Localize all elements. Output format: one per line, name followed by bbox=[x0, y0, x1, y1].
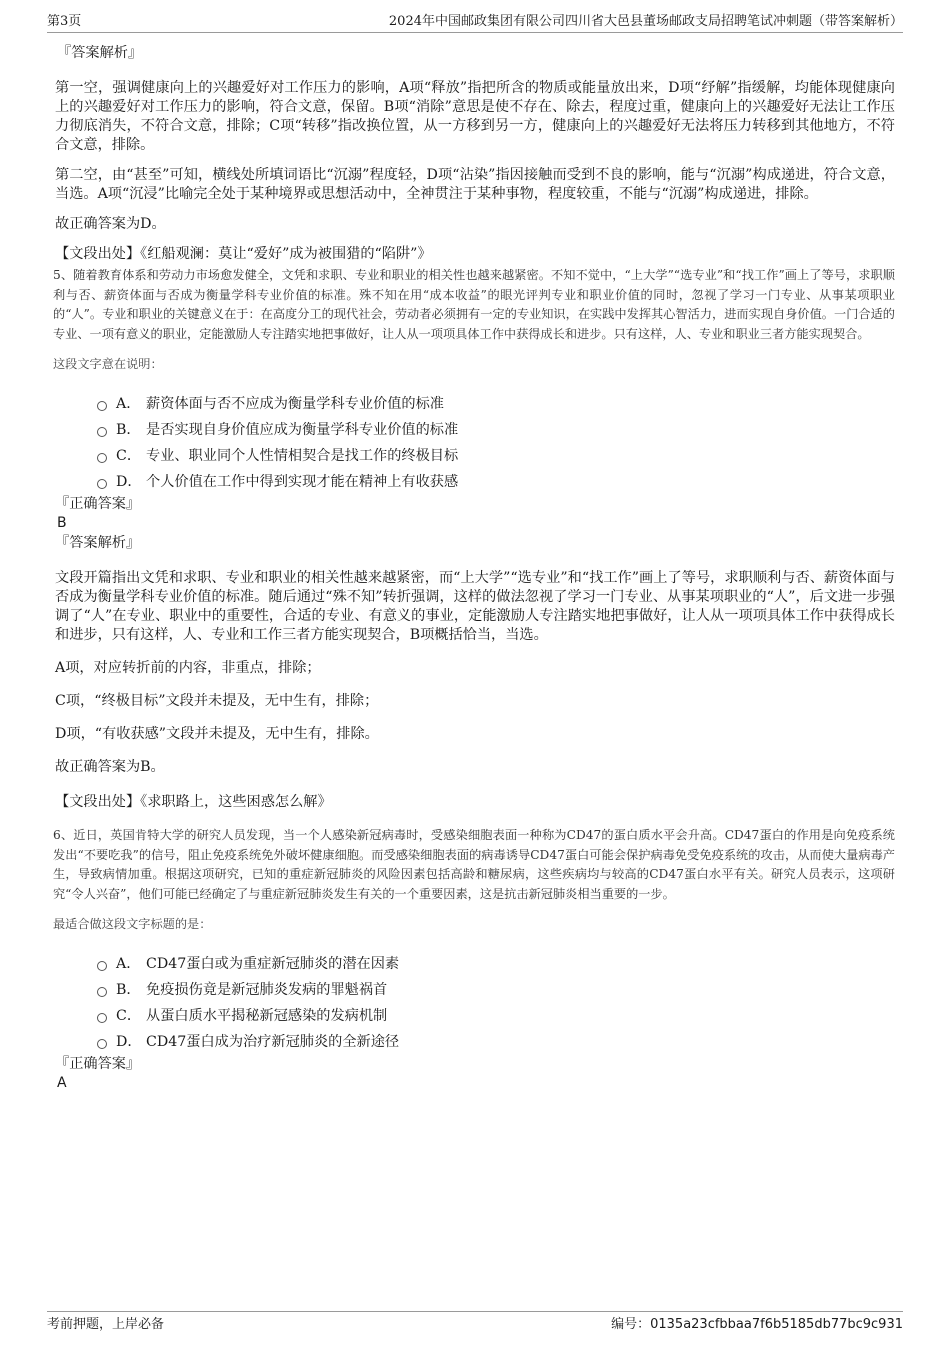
analysis-note-c: C项，“终极目标”文段并未提及，无中生有，排除； bbox=[55, 693, 379, 709]
footer-slogan: 考前押题，上岸必备 bbox=[47, 1317, 165, 1332]
analysis-paragraph: 第一空，强调健康向上的兴趣爱好对工作压力的影响，A项“释放”指把所含的物质或能量放出来，D项“纾解”指缓解，均能体现健康向上的兴趣爱好对工作压力的影响，符合文意，保留。B项“消除”意思是使不存在、除去，程度过重，健康向上的兴趣爱好无法让工作压力彻底消失，不符合文意，排除；C项“转移”指改换位置，从一方移到另一方，健康向上的兴趣爱好无法将压力转移到其他地方，不符合文意，排除。 bbox=[55, 80, 895, 153]
radio-icon[interactable] bbox=[97, 427, 107, 437]
option-b[interactable]: B． 免疫损伤竟是新冠肺炎发病的罪魁祸首 bbox=[97, 977, 895, 1003]
correct-answer: B bbox=[57, 515, 67, 531]
radio-icon[interactable] bbox=[97, 453, 107, 463]
document-body bbox=[55, 44, 895, 1092]
option-a[interactable]: A． 薪资体面与否不应成为衡量学科专业价值的标准 bbox=[97, 391, 895, 417]
option-d[interactable]: D． CD47蛋白成为治疗新冠肺炎的全新途径 bbox=[97, 1029, 895, 1055]
option-c[interactable]: C． 专业、职业同个人性情相契合是找工作的终极目标 bbox=[97, 443, 895, 469]
document-title: 2024年中国邮政集团有限公司四川省大邑县董场邮政支局招聘笔试冲刺题（带答案解析） bbox=[388, 14, 903, 29]
analysis-conclusion: 故正确答案为D。 bbox=[55, 216, 166, 232]
option-c[interactable]: C． 从蛋白质水平揭秘新冠感染的发病机制 bbox=[97, 1003, 895, 1029]
page-number: 第3页 bbox=[47, 14, 82, 29]
document-id-value: 0135a23cfbbaa7f6b5185db77bc9c931 bbox=[650, 1317, 903, 1332]
document-id-label: 编号： bbox=[611, 1317, 651, 1332]
radio-icon[interactable] bbox=[97, 987, 107, 997]
question-5-prompt: 这段文字意在说明： bbox=[53, 357, 163, 371]
correct-answer-label: 『正确答案』 bbox=[55, 496, 141, 512]
option-b[interactable]: B． 是否实现自身价值应成为衡量学科专业价值的标准 bbox=[97, 417, 895, 443]
analysis-label: 『答案解析』 bbox=[55, 535, 141, 551]
analysis-paragraph: 第二空，由“甚至”可知，横线处所填词语比“沉溺”程度轻，D项“沾染”指因接触而受到不良的影响，能与“沉溺”构成递进，符合文意，当选。A项“沉浸”比喻完全处于某种境界或思想活动中，全神贯注于某种事物，程度较重，不能与“沉溺”构成递进，排除。 bbox=[55, 167, 895, 202]
correct-answer: A bbox=[57, 1075, 67, 1091]
page-header bbox=[47, 10, 903, 33]
analysis-conclusion: 故正确答案为B。 bbox=[55, 759, 165, 775]
analysis-label: 『答案解析』 bbox=[57, 45, 143, 61]
radio-icon[interactable] bbox=[97, 1039, 107, 1049]
radio-icon[interactable] bbox=[97, 1013, 107, 1023]
option-a[interactable]: A． CD47蛋白或为重症新冠肺炎的潜在因素 bbox=[97, 951, 895, 977]
question-6-prompt: 最适合做这段文字标题的是： bbox=[53, 917, 212, 931]
question-5-text: 5、随着教育体系和劳动力市场愈发健全，文凭和求职、专业和职业的相关性也越来越紧密。不知不觉中，“上大学”“选专业”和“找工作”画上了等号，求职顺利与否、薪资体面与否成为衡量学科专业价值的标准。殊不知在用“成本收益”的眼光评判专业和职业价值的同时，忽视了学习一门专业、从事某项职业的“人”。专业和职业的关键意义在于：在高度分工的现代社会，劳动者必须拥有一定的专业知识，在实践中发挥其心智活力，进而实现自身价值。一门合适的专业、一项有意义的职业，定能激励人专注踏实地把事做好，让人从一项项具体工作中获得成长和进步。只有这样，人、专业和职业三者方能实现契合。 bbox=[53, 268, 895, 341]
source-citation: 【文段出处】《红船观澜：莫让“爱好”成为被围猎的“陷阱”》 bbox=[55, 246, 432, 262]
question-6-options bbox=[55, 951, 895, 1055]
page-footer bbox=[47, 1311, 903, 1334]
question-5-options bbox=[55, 391, 895, 495]
question-6-text: 6、近日，英国肯特大学的研究人员发现，当一个人感染新冠病毒时，受感染细胞表面一种称为CD47的蛋白质水平会升高。CD47蛋白的作用是向免疫系统发出“不要吃我”的信号，阻止免疫系统免外破坏健康细胞。而受感染细胞表面的病毒诱导CD47蛋白可能会保护病毒免受免疫系统的攻击，从而使大量病毒产生，导致病情加重。根据这项研究，已知的重症新冠肺炎的风险因素包括高龄和糖尿病，这些疾病均与较高的CD47蛋白水平有关。研究人员表示，这项研究“令人兴奋”，他们可能已经确定了与重症新冠肺炎发生有关的一个重要因素，这是抗击新冠肺炎相当重要的一步。 bbox=[53, 828, 895, 901]
radio-icon[interactable] bbox=[97, 961, 107, 971]
radio-icon[interactable] bbox=[97, 401, 107, 411]
option-d[interactable]: D． 个人价值在工作中得到实现才能在精神上有收获感 bbox=[97, 469, 895, 495]
analysis-note-d: D项，“有收获感”文段并未提及，无中生有，排除。 bbox=[55, 726, 379, 742]
analysis-paragraph: 文段开篇指出文凭和求职、专业和职业的相关性越来越紧密，而“上大学”“选专业”和“找工作”画上了等号，求职顺利与否、薪资体面与否成为衡量学科专业价值的标准。随后通过“殊不知”转折强调，这样的做法忽视了学习一门专业、从事某项职业的“人”，后文进一步强调了“人”在专业、职业中的重要性，合适的专业、有意义的事业，定能激励人专注踏实地把事做好，让人从一项项具体工作中获得成长和进步，只有这样，人、专业和工作三者方能实现契合，B项概括恰当，当选。 bbox=[55, 570, 895, 643]
document-id bbox=[611, 1316, 903, 1334]
correct-answer-label: 『正确答案』 bbox=[55, 1056, 141, 1072]
analysis-note-a: A项，对应转折前的内容，非重点，排除； bbox=[55, 660, 321, 676]
radio-icon[interactable] bbox=[97, 479, 107, 489]
source-citation: 【文段出处】《求职路上，这些困惑怎么解》 bbox=[55, 794, 332, 810]
